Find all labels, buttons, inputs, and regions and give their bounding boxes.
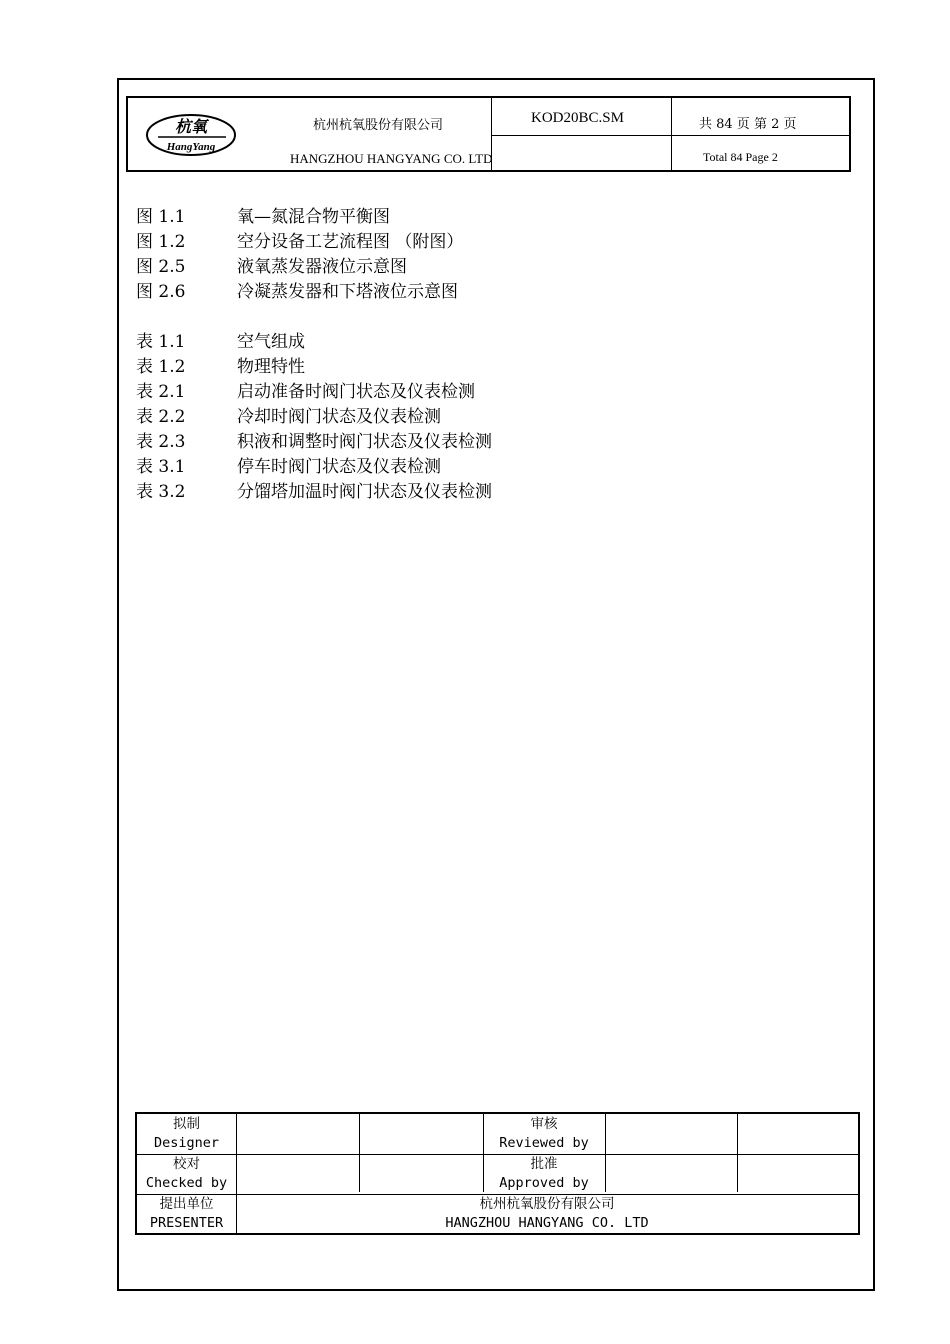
presenter-label	[137, 1195, 236, 1233]
table-entry	[136, 380, 492, 405]
logo-cn-text: 杭氧	[174, 117, 208, 136]
logo-en-text: HangYang	[166, 141, 216, 153]
figure-number: 图 2.6	[136, 282, 186, 302]
spacer	[136, 305, 492, 330]
figure-entry	[136, 255, 492, 280]
presenter-label-cn: 提出单位	[159, 1196, 214, 1212]
figure-entry	[136, 280, 492, 305]
hangyang-logo	[144, 110, 238, 160]
document-code: KOD20BC.SM	[531, 110, 624, 126]
table-title: 物理特性	[237, 357, 305, 377]
figure-title: 液氧蒸发器液位示意图	[237, 257, 407, 277]
table-title: 停车时阀门状态及仪表检测	[237, 457, 441, 477]
approved-label-en: Approved by	[499, 1175, 589, 1191]
signoff-table	[135, 1112, 860, 1235]
table-entry	[136, 330, 492, 355]
reviewed-label-en: Reviewed by	[499, 1135, 589, 1151]
figure-title: 氧—氮混合物平衡图	[237, 207, 390, 227]
table-title: 积液和调整时阀门状态及仪表检测	[237, 432, 492, 452]
signoff-col-divider	[737, 1114, 738, 1192]
table-title: 启动准备时阀门状态及仪表检测	[237, 382, 475, 402]
table-number: 表 2.1	[136, 382, 186, 402]
figure-table-index	[136, 205, 492, 505]
page-count-cn: 共 84 页 第 2 页	[699, 117, 797, 132]
signoff-col-divider	[359, 1114, 360, 1192]
table-number: 表 2.2	[136, 407, 186, 427]
table-entry	[136, 480, 492, 505]
figure-entry	[136, 205, 492, 230]
document-header	[126, 96, 851, 172]
table-entry	[136, 430, 492, 455]
checked-label	[137, 1155, 236, 1193]
presenter-value-cn: 杭州杭氧股份有限公司	[479, 1196, 615, 1212]
table-number: 表 1.2	[136, 357, 186, 377]
checked-label-cn: 校对	[173, 1156, 200, 1172]
reviewed-label	[483, 1115, 605, 1153]
presenter-value	[236, 1195, 858, 1233]
approved-label	[483, 1155, 605, 1193]
table-entry	[136, 405, 492, 430]
table-title: 冷却时阀门状态及仪表检测	[237, 407, 441, 427]
table-title: 分馏塔加温时阀门状态及仪表检测	[237, 482, 492, 502]
figure-number: 图 1.1	[136, 207, 186, 227]
signoff-col-divider	[605, 1114, 606, 1192]
approved-label-cn: 批准	[530, 1156, 558, 1172]
figure-title: 空分设备工艺流程图 （附图）	[237, 232, 464, 252]
designer-label-en: Designer	[153, 1135, 220, 1151]
company-name-en: HANGZHOU HANGYANG CO. LTD	[290, 151, 493, 166]
table-number: 表 3.2	[136, 482, 186, 502]
table-number: 表 1.1	[136, 332, 186, 352]
table-entry	[136, 355, 492, 380]
header-row-divider	[491, 135, 849, 136]
designer-label-cn: 拟制	[173, 1116, 200, 1132]
figure-title: 冷凝蒸发器和下塔液位示意图	[237, 282, 458, 302]
presenter-label-en: PRESENTER	[149, 1215, 224, 1231]
checked-label-en: Checked by	[145, 1175, 228, 1191]
figure-number: 图 1.2	[136, 232, 186, 252]
reviewed-label-cn: 审核	[530, 1116, 558, 1132]
table-title: 空气组成	[237, 332, 305, 352]
figure-entry	[136, 230, 492, 255]
figure-number: 图 2.5	[136, 257, 186, 277]
presenter-value-en: HANGZHOU HANGYANG CO. LTD	[445, 1215, 649, 1231]
company-name-cn: 杭州杭氧股份有限公司	[313, 118, 444, 133]
page-count-en: Total 84 Page 2	[703, 150, 778, 164]
table-entry	[136, 455, 492, 480]
table-number: 表 3.1	[136, 457, 186, 477]
table-number: 表 2.3	[136, 432, 186, 452]
header-divider	[671, 98, 672, 170]
designer-label	[137, 1115, 236, 1153]
